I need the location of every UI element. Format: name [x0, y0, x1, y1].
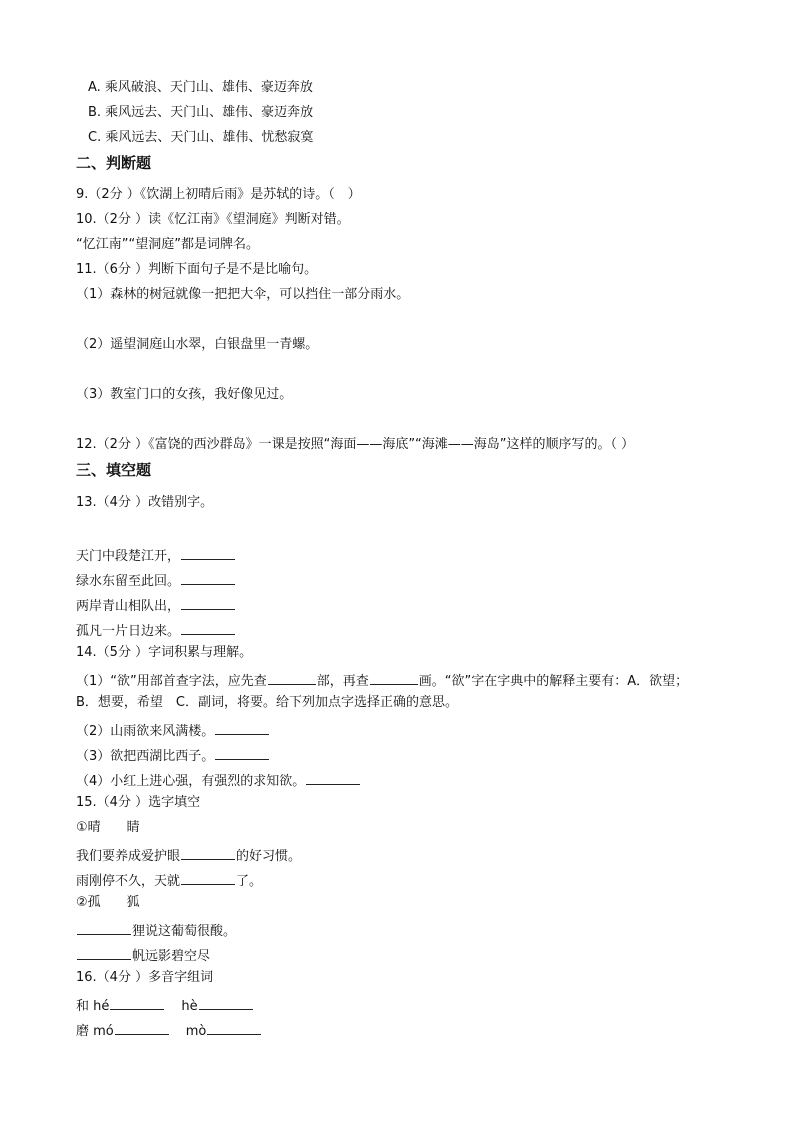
answer-blank[interactable] [77, 945, 131, 960]
option-b: B. 乘风远去、天门山、雄伟、豪迈奔放 [88, 105, 314, 120]
question-10-statement: “忆江南”“望洞庭”都是词牌名。 [76, 237, 259, 252]
question-13-line-1: 天门中段楚江开， [76, 545, 236, 565]
question-12: 12.（2分 ）《富饶的西沙群岛》一课是按照“海面——海底”“海滩——海岛”这样的顺序写的。（ ） [76, 437, 635, 452]
question-13: 13.（4分 ）改错别字。 [76, 495, 214, 510]
question-11-item-3: （3）教室门口的女孩，我好像见过。 [76, 387, 293, 402]
answer-blank[interactable] [115, 1020, 169, 1035]
question-14-item-4: （4）小红上进心强，有强烈的求知欲。 [76, 770, 361, 790]
question-15-group-2-b: 帆远影碧空尽 [76, 945, 210, 965]
section-heading-judgement: 二、判断题 [76, 154, 152, 172]
answer-blank[interactable] [370, 670, 418, 685]
question-10: 10.（2分 ）读《忆江南》《望洞庭》判断对错。 [76, 212, 350, 227]
answer-blank[interactable] [199, 995, 253, 1010]
question-14: 14.（5分 ）字词积累与理解。 [76, 645, 253, 660]
question-11-item-2: （2）遥望洞庭山水翠，白银盘里一青螺。 [76, 337, 319, 352]
question-9: 9.（2分 ）《饮湖上初晴后雨》是苏轼的诗。（ ） [76, 187, 361, 202]
question-14-item-1-cont: B．想要，希望 C．副词，将要。给下列加点字选择正确的意思。 [76, 695, 458, 710]
answer-blank[interactable] [181, 870, 235, 885]
answer-blank[interactable] [181, 595, 235, 610]
question-15-group-1-a: 我们要养成爱护眼 的好习惯。 [76, 845, 301, 865]
question-15-group-1: ①晴 睛 [76, 820, 140, 835]
question-13-line-3: 两岸青山相队出， [76, 595, 236, 615]
answer-blank[interactable] [215, 745, 269, 760]
question-16-row-1: 和 hé hè [76, 995, 254, 1015]
answer-blank[interactable] [181, 845, 235, 860]
answer-blank[interactable] [110, 995, 164, 1010]
question-11-item-1: （1）森林的树冠就像一把把大伞，可以挡住一部分雨水。 [76, 287, 410, 302]
answer-blank[interactable] [306, 770, 360, 785]
question-14-item-2: （2）山雨欲来风满楼。 [76, 720, 270, 740]
question-11: 11.（6分 ）判断下面句子是不是比喻句。 [76, 262, 318, 277]
answer-blank[interactable] [181, 620, 235, 635]
question-15-group-2-a: 狸说这葡萄很酸。 [76, 920, 236, 940]
question-15-group-2: ②孤 狐 [76, 895, 140, 910]
answer-blank[interactable] [268, 670, 316, 685]
question-16: 16.（4分 ）多音字组词 [76, 970, 214, 985]
question-13-line-2: 绿水东留至此回。 [76, 570, 236, 590]
question-14-item-1: （1）“欲”用部首查字法，应先查 部，再查 画。“欲”字在字典中的解释主要有：A．欲望； [76, 670, 688, 690]
option-a: A. 乘风破浪、天门山、雄伟、豪迈奔放 [88, 80, 313, 95]
question-15: 15.（4分 ）选字填空 [76, 795, 201, 810]
answer-blank[interactable] [215, 720, 269, 735]
question-14-item-3: （3）欲把西湖比西子。 [76, 745, 270, 765]
question-15-group-1-b: 雨刚停不久，天就 了。 [76, 870, 262, 890]
answer-blank[interactable] [181, 570, 235, 585]
option-c: C. 乘风远去、天门山、雄伟、忧愁寂寞 [88, 130, 314, 145]
answer-blank[interactable] [181, 545, 235, 560]
answer-blank[interactable] [77, 920, 131, 935]
section-heading-fill-in: 三、填空题 [76, 461, 152, 479]
answer-blank[interactable] [207, 1020, 261, 1035]
question-13-line-4: 孤凡一片日边来。 [76, 620, 236, 640]
question-16-row-2: 磨 mó mò [76, 1020, 262, 1040]
